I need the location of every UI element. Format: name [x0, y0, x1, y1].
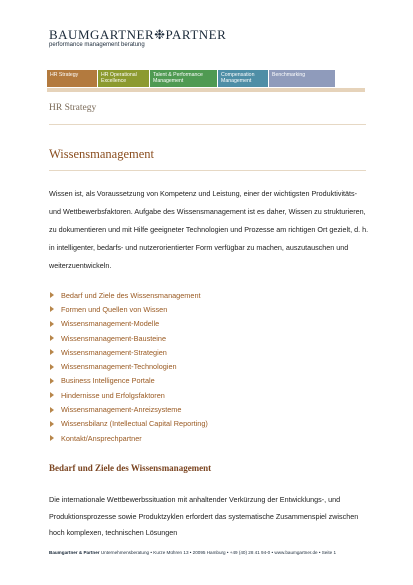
- toc-link[interactable]: Kontakt/Ansprechpartner: [61, 433, 142, 443]
- toc-link[interactable]: Hindernisse und Erfolgsfaktoren: [61, 390, 165, 400]
- toc-link[interactable]: Wissensmanagement-Bausteine: [61, 333, 167, 343]
- page-footer: [49, 550, 336, 555]
- toc-item[interactable]: [49, 345, 208, 359]
- toc-link[interactable]: Bedarf und Ziele des Wissensmanagement: [61, 290, 201, 300]
- section-label: HR Strategy: [49, 103, 97, 113]
- divider: [49, 170, 366, 171]
- toc-link[interactable]: Business Intelligence Portale: [61, 376, 155, 386]
- toc-item[interactable]: [49, 302, 208, 316]
- toc-item[interactable]: [49, 317, 208, 331]
- tab-hr-strategy[interactable]: HR Strategy: [47, 70, 98, 87]
- tab-hr-operational-excellence[interactable]: HR Operational Excellence: [98, 70, 150, 87]
- nav-underline: [47, 88, 365, 92]
- footer-company: Baumgartner & Partner: [49, 550, 100, 555]
- toc-item[interactable]: [49, 402, 208, 416]
- divider: [49, 124, 366, 125]
- toc-link[interactable]: Wissensbilanz (Intellectual Capital Reporting): [61, 419, 208, 429]
- triangle-bullet-icon: [50, 435, 54, 441]
- main-nav: [47, 70, 336, 87]
- triangle-bullet-icon: [50, 421, 54, 427]
- table-of-contents: [49, 288, 208, 445]
- tab-talent-performance-management[interactable]: Talent & Performance Management: [150, 70, 218, 87]
- toc-link[interactable]: Wissensmanagement-Technologien: [61, 362, 177, 372]
- toc-item[interactable]: [49, 388, 208, 402]
- toc-item[interactable]: [49, 431, 208, 445]
- logo-name: BAUMGARTNER❉PARTNER: [49, 27, 227, 42]
- company-logo[interactable]: [49, 28, 226, 48]
- triangle-bullet-icon: [50, 335, 54, 341]
- toc-item[interactable]: [49, 331, 208, 345]
- toc-link[interactable]: Wissensmanagement-Strategien: [61, 347, 167, 357]
- toc-link[interactable]: Formen und Quellen von Wissen: [61, 304, 168, 314]
- toc-item[interactable]: [49, 288, 208, 302]
- logo-subtitle: performance management beratung: [49, 42, 145, 48]
- body-paragraph: Die internationale Wettbewerbssituation mit anhaltender Verkürzung der Entwicklungs-, und Produktionsprozesse sowie Produktzyklen erfordert das systematische Zusammenspiel zwischen hoch komplexen, technischen Lösungen: [49, 495, 359, 537]
- toc-link[interactable]: Wissensmanagement-Modelle: [61, 319, 160, 329]
- tab-compensation-management[interactable]: Compensation Management: [218, 70, 269, 87]
- toc-item[interactable]: [49, 417, 208, 431]
- intro-paragraph: Wissen ist, als Voraussetzung von Kompetenz und Leistung, einer der wichtigsten Produktivitäts- und Wettbewerbsfaktoren. Aufgabe des Wissensmanagement ist es daher, Wissen zu strukturieren, zu dokumentieren und mit Hilfe geeigneter Technologien und Prozesse am richtigen Ort gezielt, d. h. in intelligenter, bedarfs- und nutzerorientierter Form verfügbar zu machen, auszutauschen und weiterzuentwickeln.: [49, 189, 369, 270]
- triangle-bullet-icon: [50, 349, 54, 355]
- triangle-bullet-icon: [50, 306, 54, 312]
- triangle-bullet-icon: [50, 378, 54, 384]
- triangle-bullet-icon: [50, 321, 54, 327]
- triangle-bullet-icon: [50, 407, 54, 413]
- toc-link[interactable]: Wissensmanagement-Anreizsysteme: [61, 405, 182, 415]
- toc-item[interactable]: [49, 374, 208, 388]
- triangle-bullet-icon: [50, 364, 54, 370]
- page-title: Wissensmanagement: [49, 147, 155, 161]
- toc-item[interactable]: [49, 359, 208, 373]
- section-heading: Bedarf und Ziele des Wissensmanagement: [49, 463, 212, 473]
- triangle-bullet-icon: [50, 392, 54, 398]
- triangle-bullet-icon: [50, 292, 54, 298]
- tab-benchmarking[interactable]: Benchmarking: [269, 70, 336, 87]
- footer-details: Unternehmensberatung • Kurze Mühren 13 • 20095 Hamburg • +49 (40) 28 41 94-0 • www.baumgartner.de • Seite 1: [100, 550, 337, 555]
